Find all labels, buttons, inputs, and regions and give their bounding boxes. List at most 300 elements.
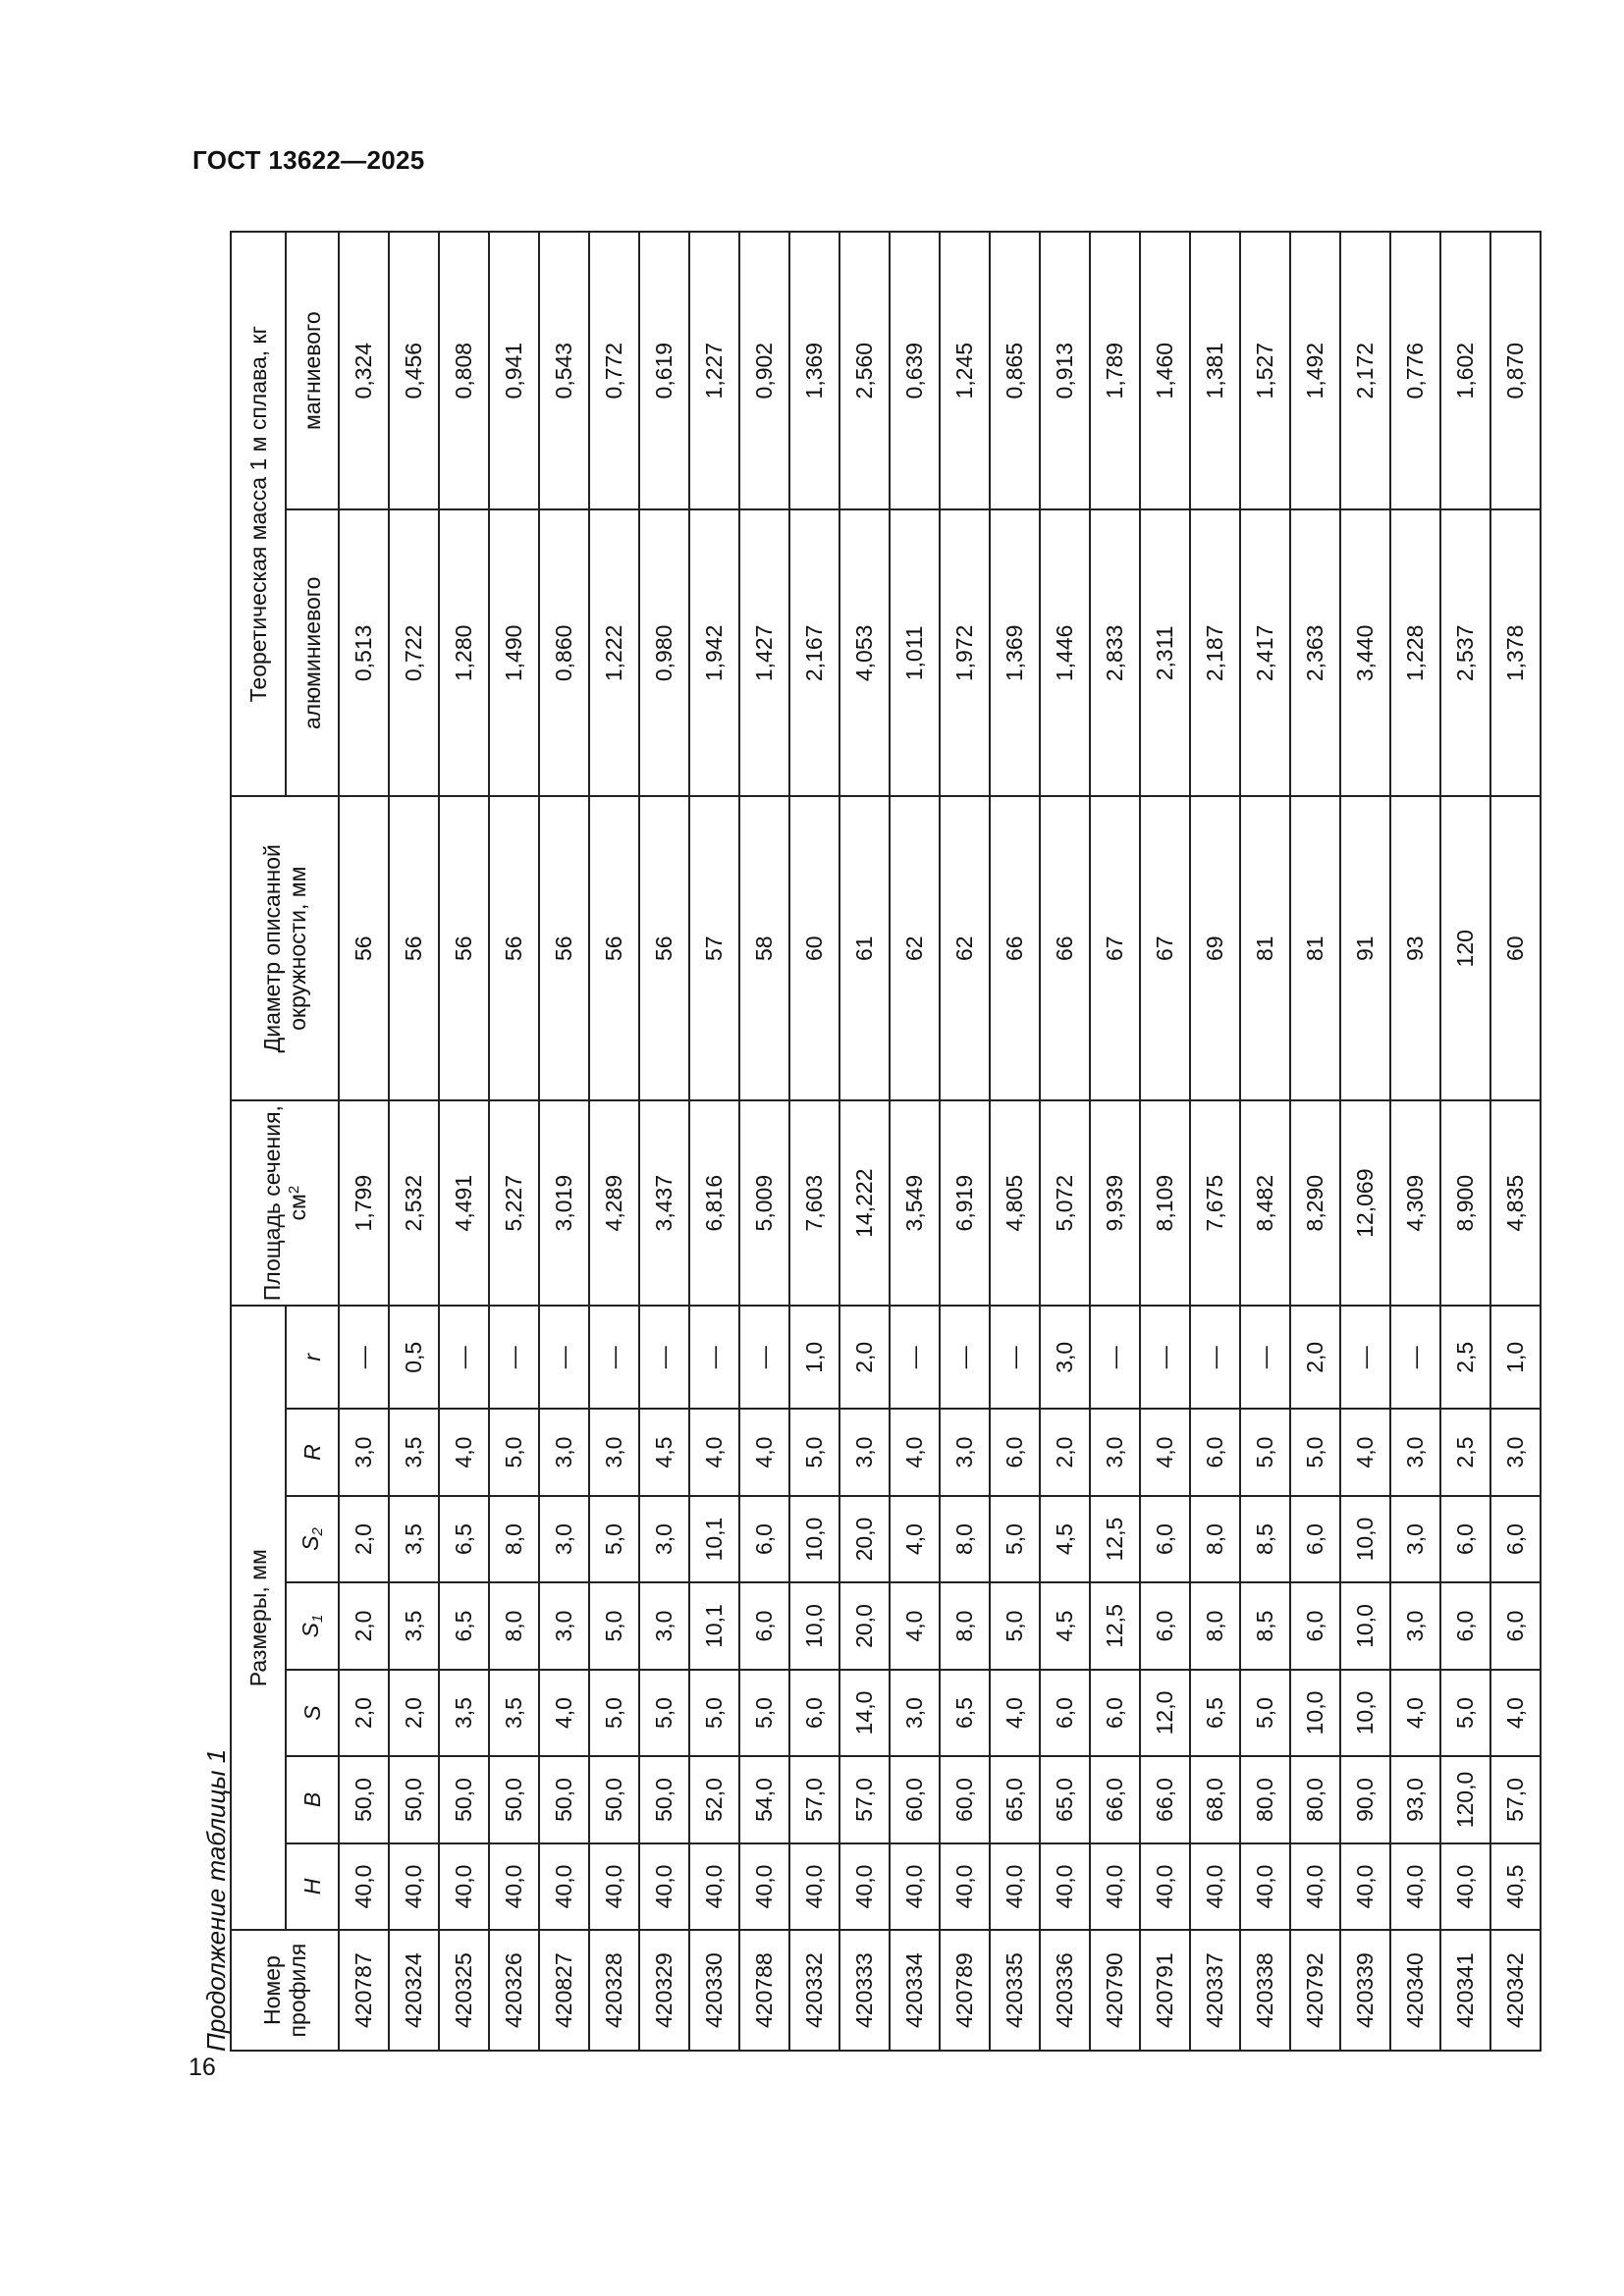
cell-s: 6,0 bbox=[1040, 1670, 1090, 1756]
cell-b: 80,0 bbox=[1290, 1756, 1340, 1842]
cell-b: 60,0 bbox=[890, 1756, 940, 1842]
cell-diameter: 67 bbox=[1140, 796, 1190, 1100]
table-row bbox=[1140, 232, 1190, 2051]
cell-magnesium-mass: 0,639 bbox=[890, 232, 940, 509]
cell-r-lower: — bbox=[489, 1306, 539, 1409]
cell-b: 50,0 bbox=[339, 1756, 389, 1842]
cell-s1: 3,0 bbox=[1390, 1582, 1440, 1669]
cell-r-upper: 5,0 bbox=[489, 1409, 539, 1495]
table-row bbox=[1490, 232, 1541, 2051]
cell-diameter: 56 bbox=[389, 796, 439, 1100]
cell-s: 10,0 bbox=[1290, 1670, 1340, 1756]
cell-diameter: 67 bbox=[1090, 796, 1140, 1100]
cell-s1: 10,0 bbox=[1340, 1582, 1390, 1669]
cell-magnesium-mass: 0,619 bbox=[639, 232, 689, 509]
cell-aluminum-mass: 1,280 bbox=[439, 509, 489, 796]
cell-s1: 12,5 bbox=[1090, 1582, 1140, 1669]
cell-magnesium-mass: 0,324 bbox=[339, 232, 389, 509]
cell-s2: 20,0 bbox=[839, 1496, 890, 1582]
cell-magnesium-mass: 0,902 bbox=[739, 232, 789, 509]
cell-s1: 5,0 bbox=[589, 1582, 639, 1669]
cell-s2: 5,0 bbox=[990, 1496, 1040, 1582]
cell-b: 52,0 bbox=[689, 1756, 739, 1842]
table-row bbox=[789, 232, 839, 2051]
cell-area: 5,009 bbox=[739, 1100, 789, 1306]
cell-area: 4,835 bbox=[1490, 1100, 1541, 1306]
cell-b: 50,0 bbox=[439, 1756, 489, 1842]
cell-diameter: 61 bbox=[839, 796, 890, 1100]
cell-r-lower: 1,0 bbox=[1490, 1306, 1541, 1409]
cell-s1: 6,0 bbox=[1490, 1582, 1541, 1669]
cell-s2: 8,0 bbox=[940, 1496, 990, 1582]
cell-r-upper: 3,5 bbox=[389, 1409, 439, 1495]
cell-profile-number: 420337 bbox=[1190, 1930, 1240, 2051]
cell-r-lower: — bbox=[689, 1306, 739, 1409]
cell-magnesium-mass: 0,865 bbox=[990, 232, 1040, 509]
cell-profile-number: 420334 bbox=[890, 1930, 940, 2051]
cell-h: 40,0 bbox=[389, 1843, 439, 1930]
cell-aluminum-mass: 1,228 bbox=[1390, 509, 1440, 796]
cell-s2: 8,0 bbox=[1190, 1496, 1240, 1582]
cell-profile-number: 420791 bbox=[1140, 1930, 1190, 2051]
cell-r-upper: 4,0 bbox=[1340, 1409, 1390, 1495]
table-container bbox=[230, 231, 1529, 2052]
cell-profile-number: 420827 bbox=[539, 1930, 589, 2051]
cell-s: 6,0 bbox=[789, 1670, 839, 1756]
cell-r-lower: 2,0 bbox=[1290, 1306, 1340, 1409]
table-row bbox=[839, 232, 890, 2051]
cell-area: 3,019 bbox=[539, 1100, 589, 1306]
table-row bbox=[339, 232, 389, 2051]
header-area-text: Площадь сечения, см bbox=[258, 1105, 310, 1302]
cell-s: 6,5 bbox=[1190, 1670, 1240, 1756]
cell-profile-number: 420336 bbox=[1040, 1930, 1090, 2051]
table-row bbox=[1090, 232, 1140, 2051]
table-row bbox=[1040, 232, 1090, 2051]
cell-area: 9,939 bbox=[1090, 1100, 1140, 1306]
header-s2 bbox=[286, 1496, 339, 1582]
header-s1-sub: 1 bbox=[309, 1614, 327, 1624]
cell-profile-number: 420325 bbox=[439, 1930, 489, 2051]
cell-magnesium-mass: 0,776 bbox=[1390, 232, 1440, 509]
cell-r-upper: 3,0 bbox=[1390, 1409, 1440, 1495]
header-area-sup: 2 bbox=[286, 1185, 302, 1195]
cell-profile-number: 420330 bbox=[689, 1930, 739, 2051]
cell-s: 10,0 bbox=[1340, 1670, 1390, 1756]
cell-diameter: 66 bbox=[990, 796, 1040, 1100]
cell-s1: 8,0 bbox=[940, 1582, 990, 1669]
cell-s2: 6,5 bbox=[439, 1496, 489, 1582]
cell-magnesium-mass: 1,381 bbox=[1190, 232, 1240, 509]
cell-r-lower: — bbox=[739, 1306, 789, 1409]
cell-diameter: 81 bbox=[1290, 796, 1340, 1100]
cell-h: 40,0 bbox=[789, 1843, 839, 1930]
cell-b: 50,0 bbox=[589, 1756, 639, 1842]
cell-b: 50,0 bbox=[489, 1756, 539, 1842]
cell-s: 5,0 bbox=[689, 1670, 739, 1756]
cell-b: 57,0 bbox=[789, 1756, 839, 1842]
header-mass: Теоретическая масса 1 м сплава, кг bbox=[231, 232, 286, 796]
cell-s: 14,0 bbox=[839, 1670, 890, 1756]
cell-b: 57,0 bbox=[1490, 1756, 1541, 1842]
cell-h: 40,0 bbox=[539, 1843, 589, 1930]
cell-profile-number: 420324 bbox=[389, 1930, 439, 2051]
cell-r-lower: — bbox=[940, 1306, 990, 1409]
header-s: S bbox=[286, 1670, 339, 1756]
cell-s: 4,0 bbox=[1390, 1670, 1440, 1756]
cell-area: 1,799 bbox=[339, 1100, 389, 1306]
header-s2-base: S bbox=[298, 1535, 324, 1551]
cell-h: 40,0 bbox=[1340, 1843, 1390, 1930]
table-row bbox=[589, 232, 639, 2051]
cell-r-upper: 3,0 bbox=[339, 1409, 389, 1495]
cell-s: 3,0 bbox=[890, 1670, 940, 1756]
header-s1-base: S bbox=[298, 1623, 324, 1638]
cell-diameter: 60 bbox=[1490, 796, 1541, 1100]
cell-area: 4,289 bbox=[589, 1100, 639, 1306]
cell-s: 2,0 bbox=[339, 1670, 389, 1756]
cell-s2: 6,0 bbox=[739, 1496, 789, 1582]
cell-aluminum-mass: 1,972 bbox=[940, 509, 990, 796]
profiles-table bbox=[230, 231, 1542, 2052]
cell-magnesium-mass: 0,772 bbox=[589, 232, 639, 509]
cell-profile-number: 420341 bbox=[1440, 1930, 1490, 2051]
cell-h: 40,0 bbox=[1040, 1843, 1090, 1930]
cell-s1: 20,0 bbox=[839, 1582, 890, 1669]
header-magnesium: магниевого bbox=[286, 232, 339, 509]
cell-r-lower: 2,5 bbox=[1440, 1306, 1490, 1409]
cell-h: 40,0 bbox=[689, 1843, 739, 1930]
cell-profile-number: 420789 bbox=[940, 1930, 990, 2051]
cell-profile-number: 420787 bbox=[339, 1930, 389, 2051]
cell-profile-number: 420792 bbox=[1290, 1930, 1340, 2051]
cell-diameter: 81 bbox=[1240, 796, 1290, 1100]
table-row bbox=[1440, 232, 1490, 2051]
cell-aluminum-mass: 0,980 bbox=[639, 509, 689, 796]
cell-aluminum-mass: 1,222 bbox=[589, 509, 639, 796]
cell-profile-number: 420339 bbox=[1340, 1930, 1390, 2051]
cell-diameter: 57 bbox=[689, 796, 739, 1100]
cell-s2: 10,0 bbox=[789, 1496, 839, 1582]
cell-s2: 10,1 bbox=[689, 1496, 739, 1582]
cell-s1: 5,0 bbox=[990, 1582, 1040, 1669]
cell-magnesium-mass: 0,870 bbox=[1490, 232, 1541, 509]
cell-r-upper: 2,0 bbox=[1040, 1409, 1090, 1495]
cell-r-upper: 5,0 bbox=[1240, 1409, 1290, 1495]
cell-h: 40,0 bbox=[439, 1843, 489, 1930]
cell-profile-number: 420329 bbox=[639, 1930, 689, 2051]
header-r-lower: r bbox=[286, 1306, 339, 1409]
cell-r-lower: — bbox=[1340, 1306, 1390, 1409]
cell-area: 5,227 bbox=[489, 1100, 539, 1306]
table-row bbox=[489, 232, 539, 2051]
cell-area: 6,919 bbox=[940, 1100, 990, 1306]
cell-s: 4,0 bbox=[539, 1670, 589, 1756]
cell-h: 40,0 bbox=[339, 1843, 389, 1930]
cell-magnesium-mass: 1,527 bbox=[1240, 232, 1290, 509]
cell-r-upper: 4,0 bbox=[689, 1409, 739, 1495]
cell-diameter: 62 bbox=[940, 796, 990, 1100]
cell-diameter: 56 bbox=[339, 796, 389, 1100]
cell-profile-number: 420328 bbox=[589, 1930, 639, 2051]
cell-h: 40,0 bbox=[890, 1843, 940, 1930]
cell-aluminum-mass: 1,011 bbox=[890, 509, 940, 796]
cell-magnesium-mass: 2,560 bbox=[839, 232, 890, 509]
cell-s: 12,0 bbox=[1140, 1670, 1190, 1756]
cell-aluminum-mass: 2,417 bbox=[1240, 509, 1290, 796]
cell-h: 40,0 bbox=[589, 1843, 639, 1930]
cell-r-lower: — bbox=[439, 1306, 489, 1409]
cell-h: 40,0 bbox=[839, 1843, 890, 1930]
cell-area: 4,805 bbox=[990, 1100, 1040, 1306]
table-row bbox=[890, 232, 940, 2051]
cell-r-lower: — bbox=[1190, 1306, 1240, 1409]
cell-s1: 3,5 bbox=[389, 1582, 439, 1669]
header-r-upper: R bbox=[286, 1409, 339, 1495]
cell-diameter: 58 bbox=[739, 796, 789, 1100]
cell-b: 54,0 bbox=[739, 1756, 789, 1842]
cell-s: 4,0 bbox=[990, 1670, 1040, 1756]
table-body bbox=[339, 232, 1541, 2051]
cell-diameter: 56 bbox=[539, 796, 589, 1100]
cell-s2: 3,0 bbox=[1390, 1496, 1440, 1582]
cell-aluminum-mass: 1,378 bbox=[1490, 509, 1541, 796]
cell-s1: 2,0 bbox=[339, 1582, 389, 1669]
cell-s: 5,0 bbox=[589, 1670, 639, 1756]
table-row bbox=[1390, 232, 1440, 2051]
cell-profile-number: 420335 bbox=[990, 1930, 1040, 2051]
cell-r-upper: 4,0 bbox=[739, 1409, 789, 1495]
cell-r-lower: 2,0 bbox=[839, 1306, 890, 1409]
cell-s: 5,0 bbox=[1440, 1670, 1490, 1756]
cell-diameter: 56 bbox=[589, 796, 639, 1100]
cell-s1: 8,0 bbox=[1190, 1582, 1240, 1669]
cell-s2: 5,0 bbox=[589, 1496, 639, 1582]
cell-s2: 3,0 bbox=[639, 1496, 689, 1582]
cell-h: 40,0 bbox=[1440, 1843, 1490, 1930]
cell-s2: 3,0 bbox=[539, 1496, 589, 1582]
cell-h: 40,0 bbox=[990, 1843, 1040, 1930]
cell-diameter: 56 bbox=[639, 796, 689, 1100]
cell-r-upper: 6,0 bbox=[990, 1409, 1040, 1495]
table-row bbox=[990, 232, 1040, 2051]
cell-magnesium-mass: 1,492 bbox=[1290, 232, 1340, 509]
cell-s2: 2,0 bbox=[339, 1496, 389, 1582]
cell-area: 6,816 bbox=[689, 1100, 739, 1306]
cell-aluminum-mass: 1,369 bbox=[990, 509, 1040, 796]
cell-r-upper: 2,5 bbox=[1440, 1409, 1490, 1495]
cell-diameter: 91 bbox=[1340, 796, 1390, 1100]
cell-s1: 4,0 bbox=[890, 1582, 940, 1669]
cell-s: 4,0 bbox=[1490, 1670, 1541, 1756]
cell-profile-number: 420340 bbox=[1390, 1930, 1440, 2051]
cell-b: 68,0 bbox=[1190, 1756, 1240, 1842]
table-row bbox=[940, 232, 990, 2051]
cell-magnesium-mass: 0,456 bbox=[389, 232, 439, 509]
cell-magnesium-mass: 1,789 bbox=[1090, 232, 1140, 509]
cell-area: 8,482 bbox=[1240, 1100, 1290, 1306]
cell-s: 3,5 bbox=[439, 1670, 489, 1756]
cell-aluminum-mass: 1,942 bbox=[689, 509, 739, 796]
cell-aluminum-mass: 0,860 bbox=[539, 509, 589, 796]
cell-b: 80,0 bbox=[1240, 1756, 1290, 1842]
cell-aluminum-mass: 3,440 bbox=[1340, 509, 1390, 796]
document-header: ГОСТ 13622—2025 bbox=[192, 145, 425, 175]
cell-s2: 6,0 bbox=[1290, 1496, 1340, 1582]
cell-s: 6,5 bbox=[940, 1670, 990, 1756]
cell-diameter: 60 bbox=[789, 796, 839, 1100]
cell-magnesium-mass: 1,602 bbox=[1440, 232, 1490, 509]
table-row bbox=[739, 232, 789, 2051]
header-dimensions: Размеры, мм bbox=[231, 1306, 286, 1930]
cell-s1: 10,0 bbox=[789, 1582, 839, 1669]
cell-s: 2,0 bbox=[389, 1670, 439, 1756]
cell-r-upper: 3,0 bbox=[1490, 1409, 1541, 1495]
cell-s1: 8,0 bbox=[489, 1582, 539, 1669]
cell-magnesium-mass: 0,941 bbox=[489, 232, 539, 509]
cell-magnesium-mass: 0,913 bbox=[1040, 232, 1090, 509]
cell-h: 40,0 bbox=[639, 1843, 689, 1930]
cell-h: 40,5 bbox=[1490, 1843, 1541, 1930]
cell-r-lower: 3,0 bbox=[1040, 1306, 1090, 1409]
cell-area: 8,290 bbox=[1290, 1100, 1340, 1306]
cell-r-lower: — bbox=[990, 1306, 1040, 1409]
table-row bbox=[539, 232, 589, 2051]
cell-area: 7,675 bbox=[1190, 1100, 1240, 1306]
header-diameter: Диаметр описанной окружности, мм bbox=[231, 796, 339, 1100]
cell-b: 66,0 bbox=[1090, 1756, 1140, 1842]
cell-aluminum-mass: 0,722 bbox=[389, 509, 439, 796]
table-row bbox=[1190, 232, 1240, 2051]
cell-diameter: 56 bbox=[439, 796, 489, 1100]
header-profile-number: Номер профиля bbox=[231, 1930, 339, 2051]
cell-r-upper: 4,0 bbox=[890, 1409, 940, 1495]
cell-r-upper: 3,0 bbox=[839, 1409, 890, 1495]
cell-r-lower: — bbox=[539, 1306, 589, 1409]
cell-profile-number: 420332 bbox=[789, 1930, 839, 2051]
cell-r-upper: 4,5 bbox=[639, 1409, 689, 1495]
cell-b: 120,0 bbox=[1440, 1756, 1490, 1842]
cell-magnesium-mass: 0,543 bbox=[539, 232, 589, 509]
cell-area: 3,437 bbox=[639, 1100, 689, 1306]
cell-r-lower: — bbox=[1240, 1306, 1290, 1409]
cell-r-upper: 4,0 bbox=[439, 1409, 489, 1495]
cell-r-lower: — bbox=[890, 1306, 940, 1409]
cell-s: 5,0 bbox=[1240, 1670, 1290, 1756]
cell-r-upper: 5,0 bbox=[1290, 1409, 1340, 1495]
cell-s2: 12,5 bbox=[1090, 1496, 1140, 1582]
cell-profile-number: 420338 bbox=[1240, 1930, 1290, 2051]
cell-r-lower: — bbox=[1390, 1306, 1440, 1409]
cell-profile-number: 420788 bbox=[739, 1930, 789, 2051]
cell-b: 50,0 bbox=[639, 1756, 689, 1842]
cell-aluminum-mass: 2,167 bbox=[789, 509, 839, 796]
header-s1 bbox=[286, 1582, 339, 1669]
cell-s: 6,0 bbox=[1090, 1670, 1140, 1756]
header-b: B bbox=[286, 1756, 339, 1842]
cell-r-upper: 4,0 bbox=[1140, 1409, 1190, 1495]
cell-diameter: 93 bbox=[1390, 796, 1440, 1100]
cell-diameter: 62 bbox=[890, 796, 940, 1100]
cell-h: 40,0 bbox=[940, 1843, 990, 1930]
cell-s: 3,5 bbox=[489, 1670, 539, 1756]
cell-profile-number: 420790 bbox=[1090, 1930, 1140, 2051]
cell-b: 57,0 bbox=[839, 1756, 890, 1842]
cell-area: 7,603 bbox=[789, 1100, 839, 1306]
table-row bbox=[1290, 232, 1340, 2051]
cell-s: 5,0 bbox=[639, 1670, 689, 1756]
cell-diameter: 69 bbox=[1190, 796, 1240, 1100]
cell-aluminum-mass: 1,490 bbox=[489, 509, 539, 796]
header-h: H bbox=[286, 1843, 339, 1930]
cell-r-lower: 0,5 bbox=[389, 1306, 439, 1409]
cell-b: 65,0 bbox=[1040, 1756, 1090, 1842]
cell-r-upper: 3,0 bbox=[940, 1409, 990, 1495]
cell-b: 60,0 bbox=[940, 1756, 990, 1842]
cell-profile-number: 420342 bbox=[1490, 1930, 1541, 2051]
cell-h: 40,0 bbox=[1290, 1843, 1340, 1930]
cell-s1: 4,5 bbox=[1040, 1582, 1090, 1669]
cell-r-lower: 1,0 bbox=[789, 1306, 839, 1409]
cell-r-lower: — bbox=[639, 1306, 689, 1409]
cell-s1: 8,5 bbox=[1240, 1582, 1290, 1669]
cell-r-lower: — bbox=[1140, 1306, 1190, 1409]
table-row bbox=[1340, 232, 1390, 2051]
cell-s2: 3,5 bbox=[389, 1496, 439, 1582]
cell-s2: 6,0 bbox=[1440, 1496, 1490, 1582]
cell-s2: 8,0 bbox=[489, 1496, 539, 1582]
cell-area: 4,491 bbox=[439, 1100, 489, 1306]
cell-h: 40,0 bbox=[1190, 1843, 1240, 1930]
cell-s1: 6,0 bbox=[1440, 1582, 1490, 1669]
cell-s1: 10,1 bbox=[689, 1582, 739, 1669]
cell-area: 3,549 bbox=[890, 1100, 940, 1306]
cell-area: 5,072 bbox=[1040, 1100, 1090, 1306]
cell-magnesium-mass: 0,808 bbox=[439, 232, 489, 509]
cell-aluminum-mass: 2,833 bbox=[1090, 509, 1140, 796]
cell-r-upper: 3,0 bbox=[1090, 1409, 1140, 1495]
cell-s2: 4,0 bbox=[890, 1496, 940, 1582]
cell-s2: 6,0 bbox=[1140, 1496, 1190, 1582]
cell-magnesium-mass: 1,369 bbox=[789, 232, 839, 509]
cell-area: 8,900 bbox=[1440, 1100, 1490, 1306]
header-area bbox=[231, 1100, 339, 1306]
cell-area: 4,309 bbox=[1390, 1100, 1440, 1306]
cell-area: 14,222 bbox=[839, 1100, 890, 1306]
cell-aluminum-mass: 2,363 bbox=[1290, 509, 1340, 796]
cell-h: 40,0 bbox=[739, 1843, 789, 1930]
cell-aluminum-mass: 4,053 bbox=[839, 509, 890, 796]
cell-area: 2,532 bbox=[389, 1100, 439, 1306]
cell-s1: 3,0 bbox=[639, 1582, 689, 1669]
cell-magnesium-mass: 2,172 bbox=[1340, 232, 1390, 509]
table-row bbox=[639, 232, 689, 2051]
cell-h: 40,0 bbox=[1140, 1843, 1190, 1930]
cell-h: 40,0 bbox=[489, 1843, 539, 1930]
cell-h: 40,0 bbox=[1390, 1843, 1440, 1930]
cell-s1: 6,5 bbox=[439, 1582, 489, 1669]
cell-b: 66,0 bbox=[1140, 1756, 1190, 1842]
cell-r-upper: 3,0 bbox=[589, 1409, 639, 1495]
cell-aluminum-mass: 1,427 bbox=[739, 509, 789, 796]
cell-r-upper: 5,0 bbox=[789, 1409, 839, 1495]
cell-s1: 6,0 bbox=[1290, 1582, 1340, 1669]
cell-magnesium-mass: 1,460 bbox=[1140, 232, 1190, 509]
cell-h: 40,0 bbox=[1240, 1843, 1290, 1930]
cell-diameter: 66 bbox=[1040, 796, 1090, 1100]
cell-h: 40,0 bbox=[1090, 1843, 1140, 1930]
cell-r-upper: 6,0 bbox=[1190, 1409, 1240, 1495]
